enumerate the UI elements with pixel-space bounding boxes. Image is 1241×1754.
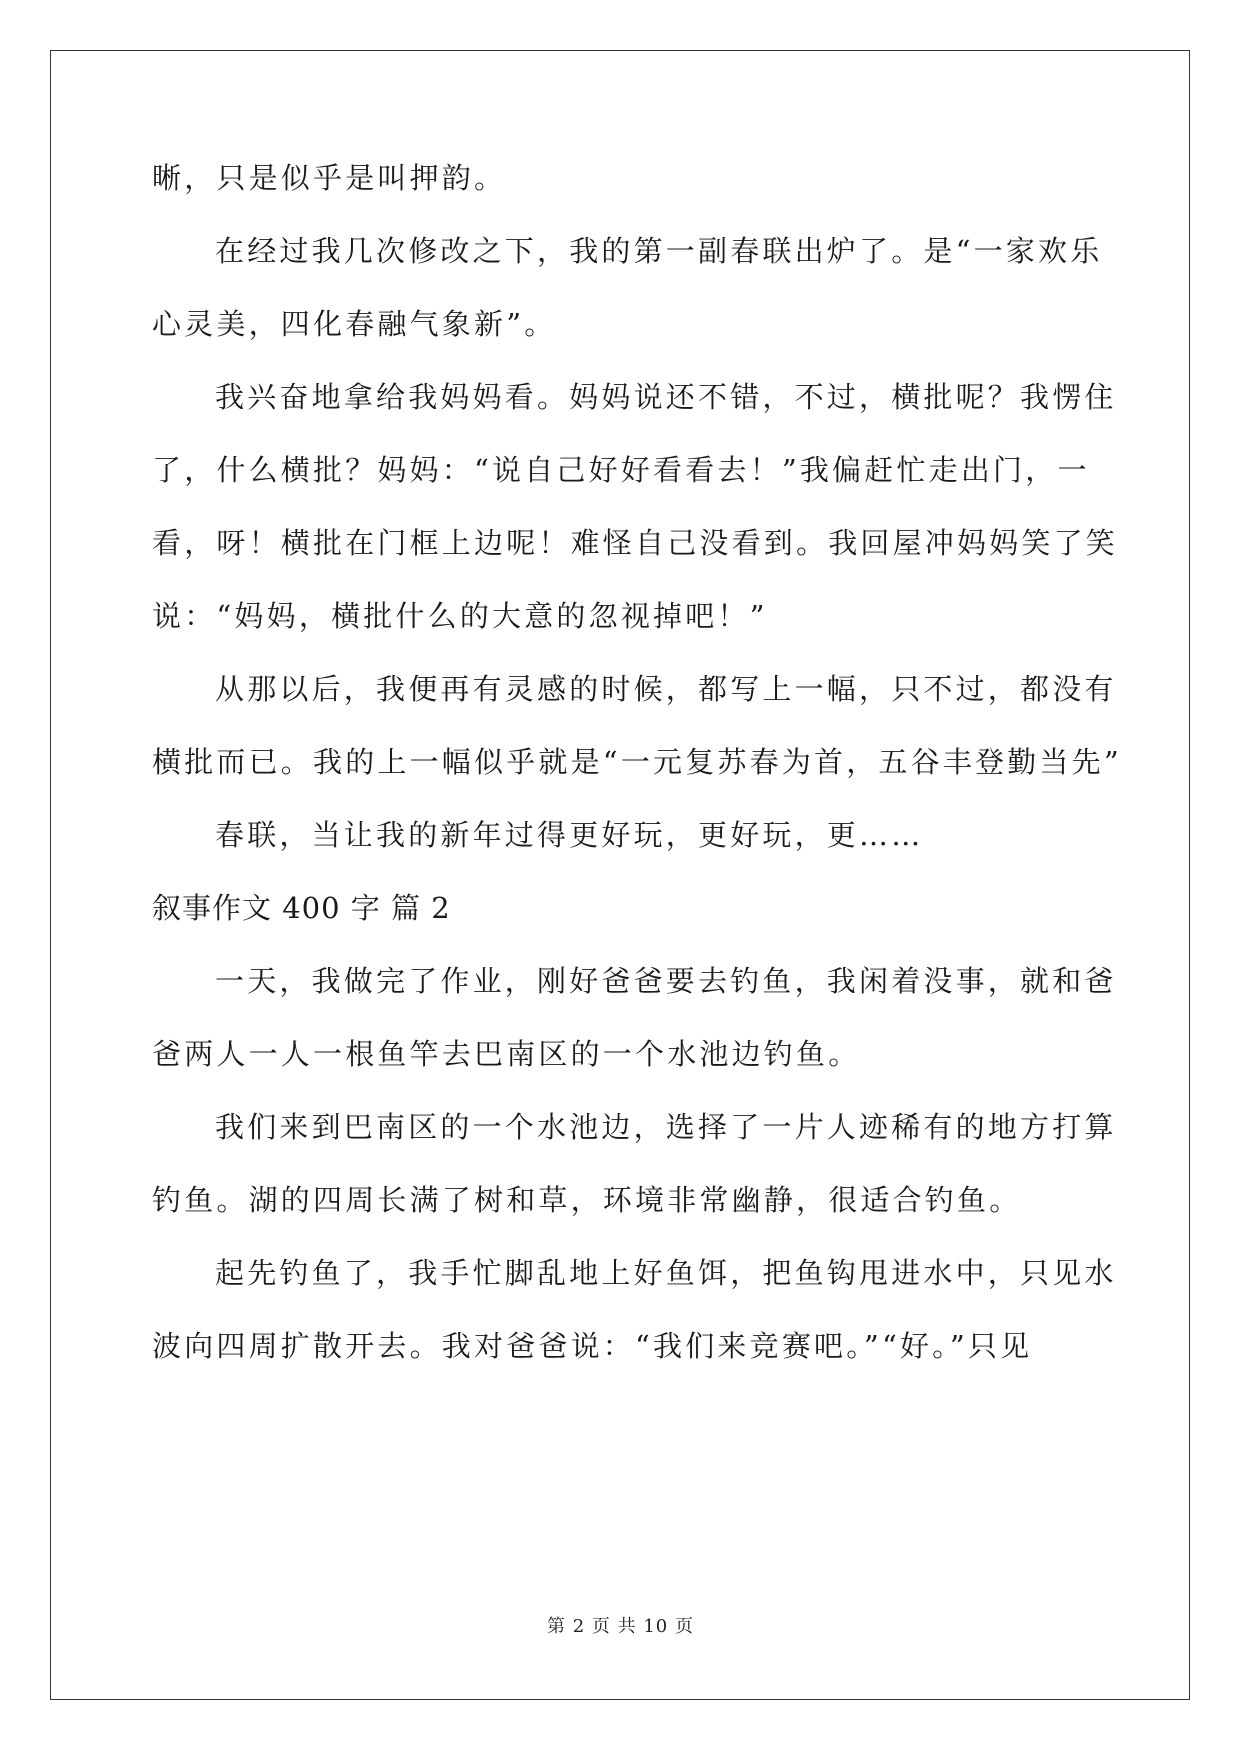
text-line: 了，什么横批？妈妈：“说自己好好看看去！”我偏赶忙走出门，一 xyxy=(152,453,1090,487)
paragraph-start: 在经过我几次修改之下，我的第一副春联出炉了。是“一家欢乐 xyxy=(215,234,1103,268)
text-line: 钓鱼。湖的四周长满了树和草，环境非常幽静，很适合钓鱼。 xyxy=(152,1183,1022,1217)
section-heading: 叙事作文 400 字 篇 2 xyxy=(152,891,451,925)
page-border xyxy=(50,50,1190,1700)
text-line: 心灵美，四化春融气象新”。 xyxy=(152,307,557,341)
text-line: 看，呀！横批在门框上边呢！难怪自己没看到。我回屋冲妈妈笑了笑 xyxy=(152,526,1119,560)
paragraph-start: 春联，当让我的新年过得更好玩，更好玩，更…… xyxy=(215,818,924,852)
text-line: 波向四周扩散开去。我对爸爸说：“我们来竞赛吧。”“好。”只见 xyxy=(152,1329,1033,1363)
paragraph-start: 起先钓鱼了，我手忙脚乱地上好鱼饵，把鱼钩甩进水中，只见水 xyxy=(215,1256,1117,1290)
text-line: 晰，只是似乎是叫押韵。 xyxy=(152,161,507,195)
text-line: 爸两人一人一根鱼竿去巴南区的一个水池边钓鱼。 xyxy=(152,1037,861,1071)
paragraph-start: 我兴奋地拿给我妈妈看。妈妈说还不错，不过，横批呢？我愣住 xyxy=(215,380,1117,414)
text-line: 横批而已。我的上一幅似乎就是“一元复苏春为首，五谷丰登勤当先” xyxy=(152,745,1122,779)
paragraph-start: 一天，我做完了作业，刚好爸爸要去钓鱼，我闲着没事，就和爸 xyxy=(215,964,1117,998)
page-footer: 第 2 页 共 10 页 xyxy=(547,1616,694,1637)
paragraph-start: 我们来到巴南区的一个水池边，选择了一片人迹稀有的地方打算 xyxy=(215,1110,1117,1144)
paragraph-start: 从那以后，我便再有灵感的时候，都写上一幅，只不过，都没有 xyxy=(215,672,1117,706)
text-line: 说：“妈妈，横批什么的大意的忽视掉吧！” xyxy=(152,599,768,633)
